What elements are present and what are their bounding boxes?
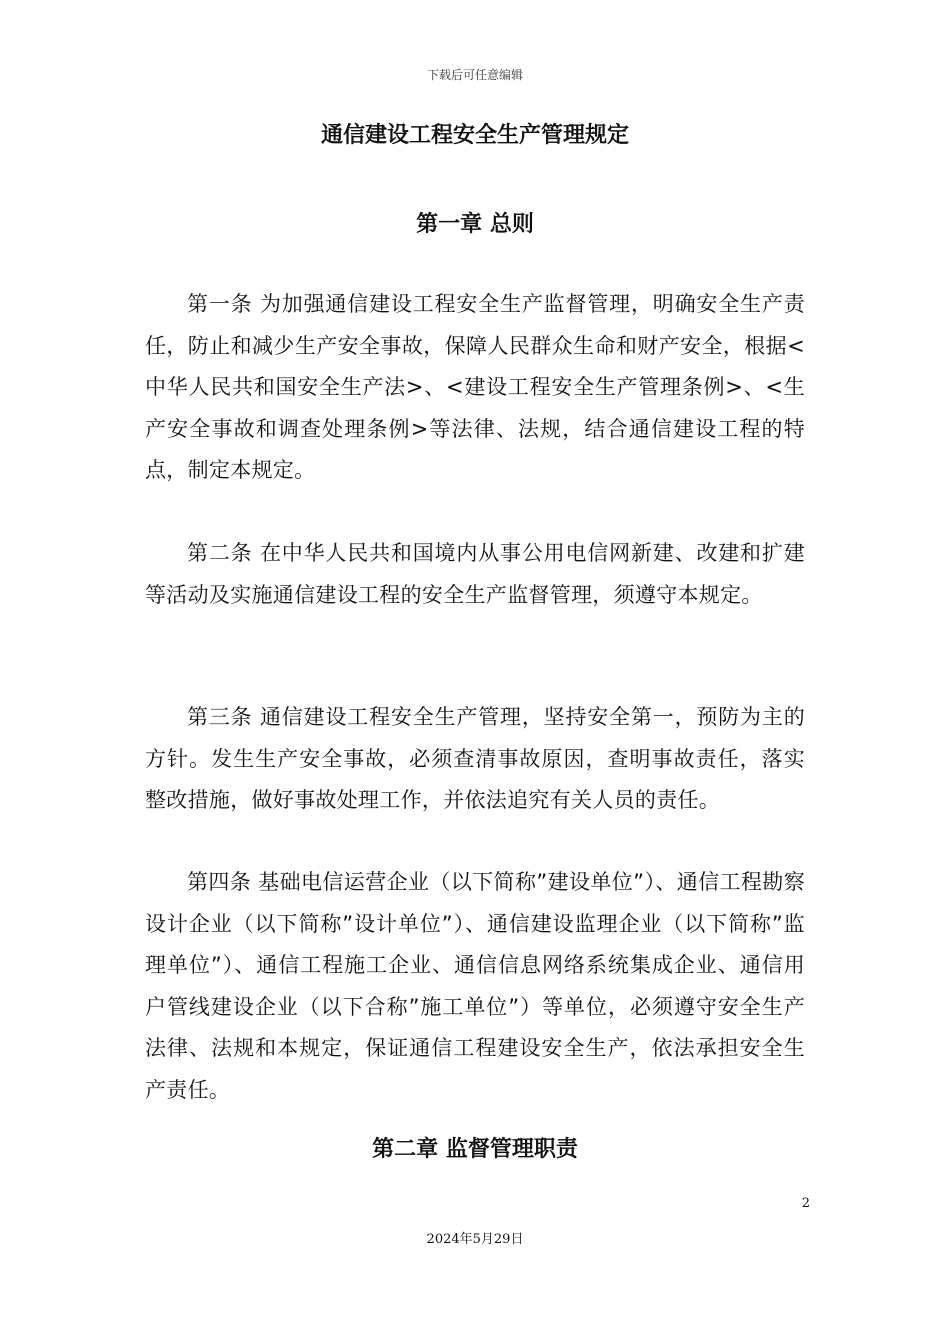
footer-date: 2024年5月29日 bbox=[426, 1232, 524, 1247]
article-paragraph: 第二条 在中华人民共和国境内从事公用电信网新建、改建和扩建等活动及实施通信建设工程的安全生产监督管理，须遵守本规定。 bbox=[145, 541, 805, 607]
document-title: 通信建设工程安全生产管理规定 bbox=[320, 123, 629, 148]
chapter-title: 第一章 总则 bbox=[416, 212, 534, 237]
page-number: 2 bbox=[801, 1196, 810, 1211]
article-paragraph: 第四条 基础电信运营企业（以下简称”建设单位”）、通信工程勘察设计企业（以下简称”设计单位”）、通信建设监理企业（以下简称”监理单位”）、通信工程施工企业、通信信息网络系统集成企业、通信用户管线建设企业（以下合称”施工单位”）等单位，必须遵守安全生产法律、法规和本规定，保证通信工程建设安全生产，依法承担安全生产责任。 bbox=[145, 870, 805, 1102]
article-paragraph: 第三条 通信建设工程安全生产管理，坚持安全第一，预防为主的方针。发生生产安全事故，必须查清事故原因，查明事故责任，落实整改措施，做好事故处理工作，并依法追究有关人员的责任。 bbox=[145, 705, 805, 812]
chapter-title: 第二章 监督管理职责 bbox=[372, 1137, 578, 1162]
header-note: 下载后可任意编辑 bbox=[426, 68, 523, 82]
article-paragraph: 第一条 为加强通信建设工程安全生产监督管理，明确安全生产责任，防止和减少生产安全事故，保障人民群众生命和财产安全，根据<中华人民共和国安全生产法>、<建设工程安全生产管理条例>、<生产安全事故和调查处理条例>等法律、法规，结合通信建设工程的特点，制定本规定。 bbox=[145, 292, 805, 482]
